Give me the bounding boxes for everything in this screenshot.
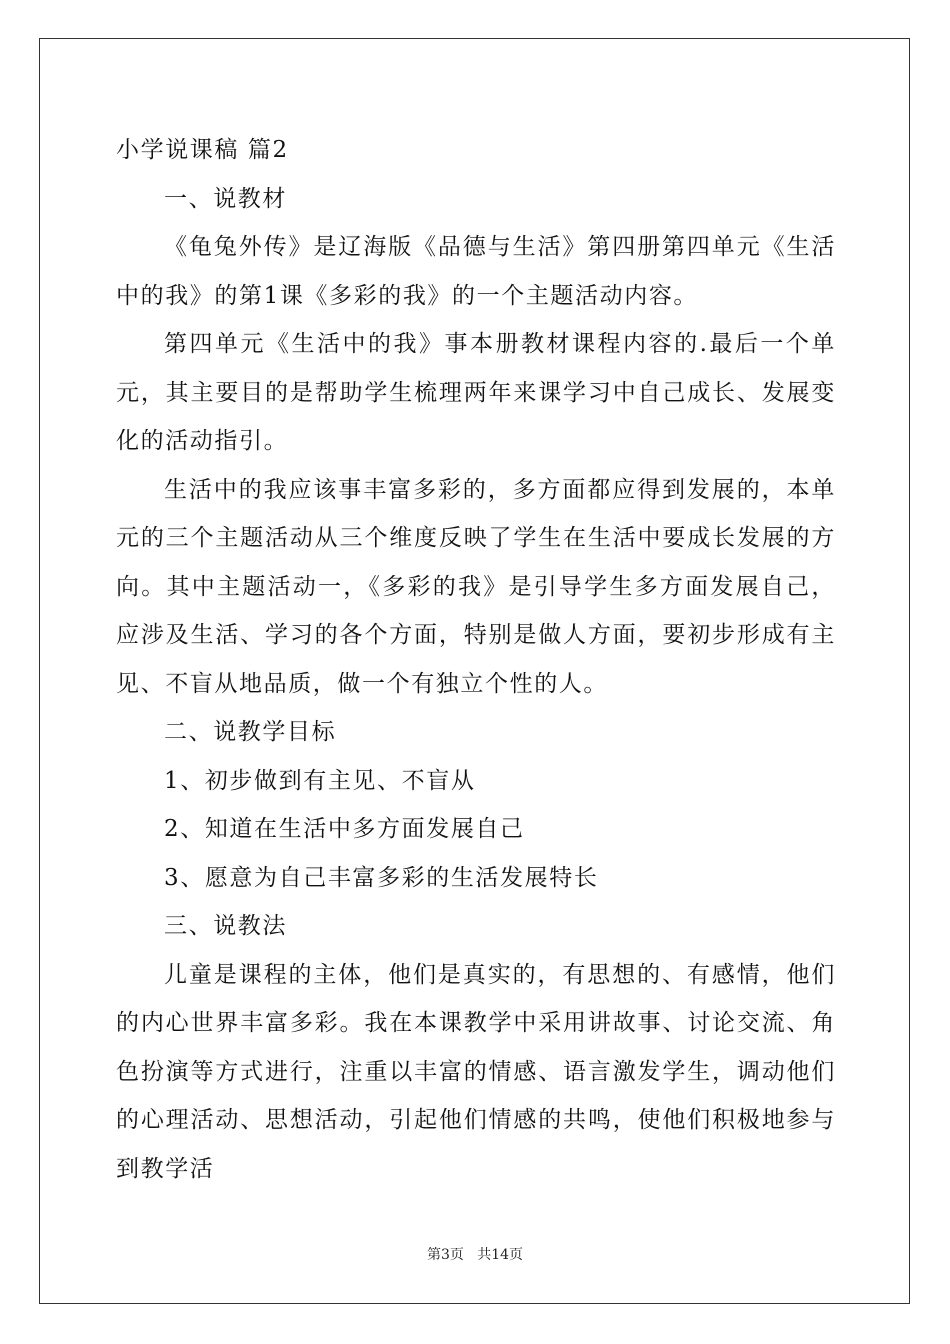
section-heading: 三、说教法 bbox=[164, 913, 287, 939]
document-title: 小学说课稿 篇2 bbox=[116, 137, 289, 163]
page-number-footer: 第3页 共14页 bbox=[426, 1247, 524, 1263]
paragraph: 儿童是课程的主体，他们是真实的，有思想的、有感情，他们的内心世界丰富多彩。我在本课教学中采用讲故事、讨论交流、角色扮演等方式进行，注重以丰富的情感、语言激发学生，调动他们的心理活动、思想活动，引起他们情感的共鸣，使他们积极地参与到教学活 bbox=[116, 961, 836, 1182]
section-heading: 二、说教学目标 bbox=[164, 719, 337, 745]
paragraph: 生活中的我应该事丰富多彩的，多方面都应得到发展的，本单元的三个主题活动从三个维度反映了学生在生活中要成长发展的方向。其中主题活动一，《多彩的我》是引导学生多方面发展自己，应涉及生活、学习的各个方面，特别是做人方面，要初步形成有主见、不盲从地品质，做一个有独立个性的人。 bbox=[116, 476, 836, 697]
list-item: 1、初步做到有主见、不盲从 bbox=[164, 767, 476, 794]
paragraph: 一、说教材 bbox=[164, 185, 287, 212]
document-body bbox=[116, 126, 836, 1193]
paragraph: 《龟兔外传》是辽海版《品德与生活》第四册第四单元《生活中的我》的第1课《多彩的我》的一个主题活动内容。 bbox=[116, 234, 836, 309]
list-item: 3、愿意为自己丰富多彩的生活发展特长 bbox=[164, 864, 599, 891]
paragraph: 第四单元《生活中的我》事本册教材课程内容的.最后一个单元，其主要目的是帮助学生梳理两年来课学习中自己成长、发展变化的活动指引。 bbox=[116, 331, 836, 454]
list-item: 2、知道在生活中多方面发展自己 bbox=[164, 816, 525, 842]
